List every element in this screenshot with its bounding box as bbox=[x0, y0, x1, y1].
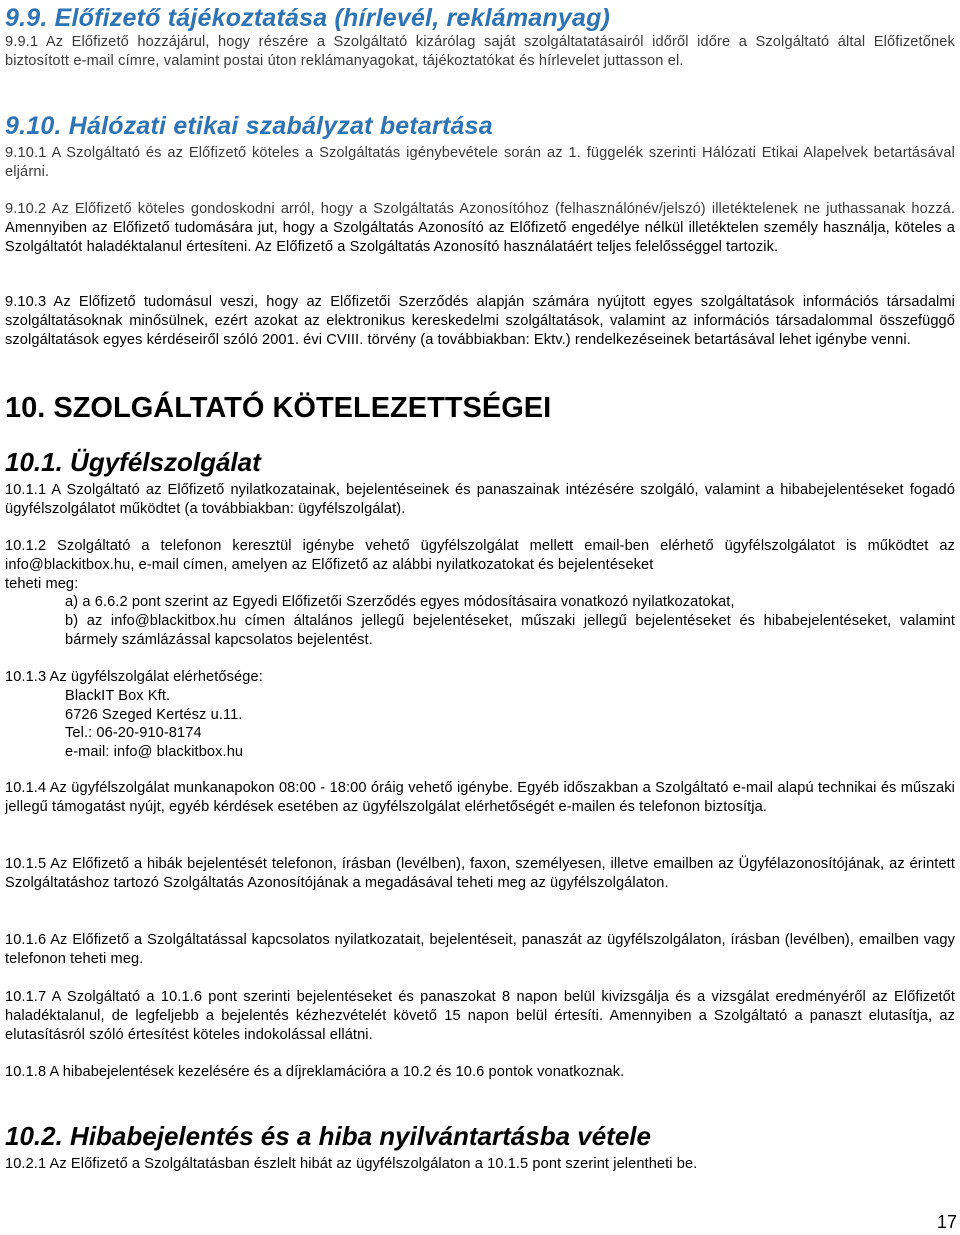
paragraph-9-9-1: 9.9.1 Az Előfizető hozzájárul, hogy részére a Szolgáltató kizárólag saját szolgáltatatásairól időről időre a Szolgáltató által Előfizetőnek biztosított e-mail címre, valamint postai úton reklámanyagokat, tájékoztatókat és hírlevelet juttasson el. bbox=[5, 34, 955, 69]
contact-company: BlackIT Box Kft. bbox=[65, 687, 171, 704]
paragraph-10-1-2 bbox=[5, 537, 955, 593]
chapter-heading-10: 10. SZOLGÁLTATÓ KÖTELEZETTSÉGEI bbox=[5, 392, 552, 424]
list-item-a: a) a 6.6.2 pont szerint az Egyedi Előfizetői Szerződés egyes módosításaira vonatkozó nyilatkozatokat, bbox=[65, 594, 735, 611]
page-number: 17 bbox=[936, 1212, 957, 1232]
paragraph-10-1-1: 10.1.1 A Szolgáltató az Előfizető nyilatkozatainak, bejelentéseinek és panaszainak intézésére szolgáló, valamint a hibabejelentéseket fogadó ügyfélszolgálatot működtet (a továbbiakban: ügyfélszolgálat). bbox=[5, 482, 955, 517]
paragraph-9-10-1: 9.10.1 A Szolgáltató és az Előfizető köteles a Szolgáltatás igénybevétele során az 1. függelék szerinti Hálózati Etikai Alapelvek betartásával eljárni. bbox=[5, 145, 955, 180]
paragraph-10-1-5: 10.1.5 Az Előfizető a hibák bejelentését telefonon, írásban (levélben), faxon, személyesen, illetve emailben az Ügyfélazonosítójának, az érintett Szolgáltatáshoz tartozó Szolgáltatás Azonosítójának a megadásával teheti meg az ügyfélszolgálaton. bbox=[5, 856, 955, 891]
paragraph-9-10-3: 9.10.3 Az Előfizető tudomásul veszi, hogy az Előfizetői Szerződés alapján számára nyújtott egyes szolgáltatások információs társadalmi szolgáltatásoknak minősülnek, ezért azokat az elektronikus kereskedelmi szolgáltatások, valamint az információs társadalommal összefüggő szolgáltatások egyes kérdéseiről szóló 2001. évi CVIII. törvény (a továbbiakban: Ektv.) rendelkezéseinek betartásával lehet igénybe venni. bbox=[5, 294, 955, 348]
subsection-heading-10-1: 10.1. Ügyfélszolgálat bbox=[5, 447, 261, 477]
paragraph-10-1-7: 10.1.7 A Szolgáltató a 10.1.6 pont szerinti bejelentéseket és panaszokat 8 napon belül kivizsgálja és a vizsgálat eredményéről az Előfizetőt haladéktalanul, de legfeljebb a bejelentés kézhezvételét követő 15 napon belül értesíti. Amennyiben a Szolgáltató a panaszt elutasítja, az elutasításról szóló értesítést köteles indokolással ellátni. bbox=[5, 989, 955, 1043]
paragraph-10-1-3-title: 10.1.3 Az ügyfélszolgálat elérhetősége: bbox=[5, 669, 263, 685]
paragraph-10-2-1: 10.2.1 Az Előfizető a Szolgáltatásban észlelt hibát az ügyfélszolgálaton a 10.1.5 pont szerint jelentheti be. bbox=[5, 1156, 698, 1172]
contact-phone: Tel.: 06-20-910-8174 bbox=[65, 725, 202, 742]
contact-address: 6726 Szeged Kertész u.11. bbox=[65, 706, 243, 723]
paragraph-10-1-2-continuation: teheti meg: bbox=[5, 575, 79, 592]
list-item-b: b) az info@blackitbox.hu címen általános jellegű bejelentéseket, műszaki jellegű bejelentéseket és hibabejelentéseket, valamint bármely számlázással kapcsolatos bejelentést. bbox=[65, 613, 955, 648]
contact-email: e-mail: info@ blackitbox.hu bbox=[65, 744, 244, 761]
paragraph-10-1-4: 10.1.4 Az ügyfélszolgálat munkanapokon 08:00 - 18:00 óráig vehető igénybe. Egyéb időszakban a Szolgáltató e-mail alapú technikai és műszaki jellegű támogatást nyújt, egyéb kérdések esetében az ügyfélszolgálat elérhetőségét e-mailen és telefonon biztosítja. bbox=[5, 780, 955, 815]
paragraph-10-1-6: 10.1.6 Az Előfizető a Szolgáltatással kapcsolatos nyilatkozatait, bejelentéseit, panaszát az ügyfélszolgálaton, írásban (levélben), emailben vagy telefonon teheti meg. bbox=[5, 932, 955, 967]
paragraph-9-10-2-part-a: 9.10.2 Az Előfizető köteles gondoskodni arról, hogy a Szolgáltatás Azonosítóhoz (felhasználónév/jelszó) illetéktelenek ne juthassanak hozzá. bbox=[5, 201, 955, 217]
subsection-heading-10-2: 10.2. Hibabejelentés és a hiba nyilvántartásba vétele bbox=[5, 1121, 651, 1151]
section-heading-9-10: 9.10. Hálózati etikai szabályzat betartása bbox=[5, 112, 493, 140]
paragraph-9-10-2 bbox=[5, 200, 955, 256]
section-heading-9-9: 9.9. Előfizető tájékoztatása (hírlevél, reklámanyag) bbox=[5, 4, 611, 32]
paragraph-10-1-2-text: 10.1.2 Szolgáltató a telefonon keresztül igénybe vehető ügyfélszolgálat mellett email-ben elérhető ügyfélszolgálatot is működtet az info@blackitbox.hu, e-mail címen, amelyen az Előfizető az alábbi nyilatkozatokat és bejelentéseket bbox=[5, 538, 955, 573]
paragraph-10-1-8: 10.1.8 A hibabejelentések kezelésére és a díjreklamációra a 10.2 és 10.6 pontok vonatkoznak. bbox=[5, 1064, 625, 1080]
paragraph-9-10-2-part-b: Amennyiben az Előfizető tudomására jut, hogy a Szolgáltatás Azonosító az Előfizető engedélye nélkül illetéktelen személy használja, köteles a Szolgáltatót haladéktalanul értesíteni. Az Előfizető a Szolgáltatás Azonosító használatáért teljes felelősséggel tartozik. bbox=[5, 219, 955, 255]
